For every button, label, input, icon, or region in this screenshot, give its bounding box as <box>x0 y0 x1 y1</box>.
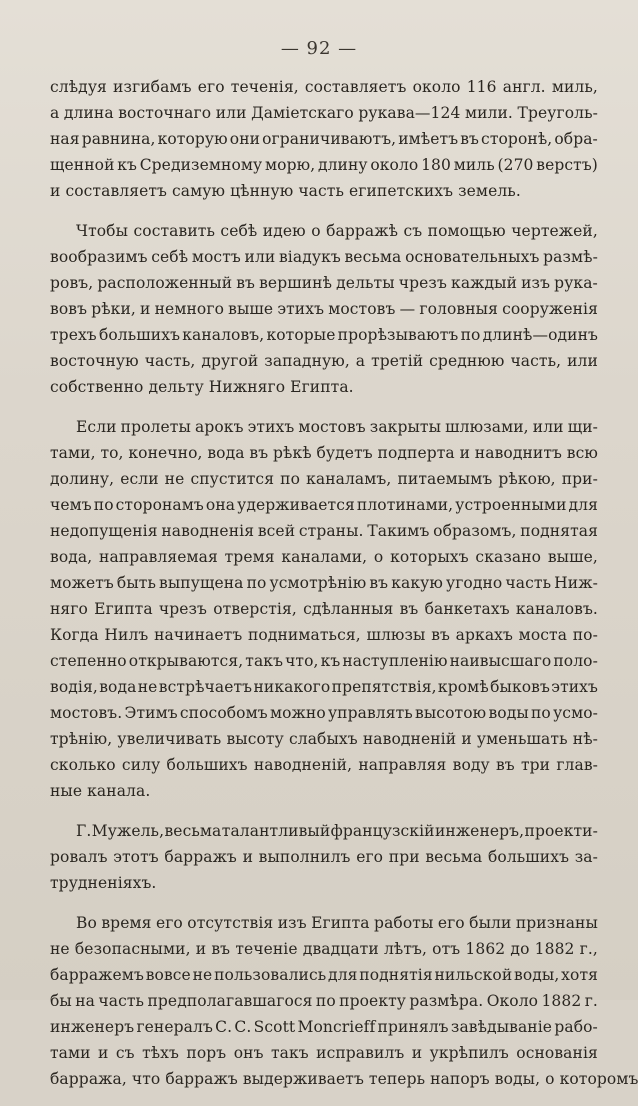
text-line: Г. Мужель, весьма талантливый французскій инженеръ, проекти- <box>76 822 598 840</box>
text-line: щенной къ Средиземному морю, длину около 180 миль (270 верстъ) <box>50 156 598 174</box>
text-line: трѣнію, увеличивать высоту слабыхъ наводненій и уменьшать нѣ- <box>50 730 598 748</box>
text-line: и составляетъ самую цѣнную часть египетскихъ земель. <box>50 182 521 200</box>
text-line: Во время его отсутствія изъ Египта работы его были признаны <box>76 914 598 932</box>
text-line: ровъ, расположенный въ вершинѣ дельты чрезъ каждый изъ рука- <box>50 274 598 292</box>
text-line: Чтобы составить себѣ идею о барражѣ съ помощью чертежей, <box>76 222 598 240</box>
text-line: собственно дельту Нижняго Египта. <box>50 378 354 396</box>
text-line: барражемъ вовсе не пользовались для поднятія нильской воды, хотя <box>50 966 598 984</box>
paragraph <box>50 910 638 1092</box>
text-line: Если пролеты арокъ этихъ мостовъ закрыты шлюзами, или щи- <box>76 418 598 436</box>
text-line: трехъ большихъ каналовъ, которые прорѣзываютъ по длинѣ—одинъ <box>50 326 598 344</box>
body-text <box>50 74 638 1106</box>
text-line: тами, то, конечно, вода въ рѣкѣ будетъ подперта и наводнитъ всю <box>50 444 598 462</box>
paragraph <box>50 218 598 400</box>
text-line: недопущенія наводненія всей страны. Такимъ образомъ, поднятая <box>50 522 598 540</box>
text-line: бы на часть предполагавшагося по проекту размѣра. Около 1882 г. <box>50 992 598 1010</box>
text-line: чемъ по сторонамъ она удерживается плотинами, устроенными для <box>50 496 598 514</box>
paragraph <box>50 818 598 896</box>
text-line: не безопасными, и въ теченіе двадцати лѣтъ, отъ 1862 до 1882 г., <box>50 940 598 958</box>
text-line: барража, что барражъ выдерживаетъ теперь напоръ воды, о которомъ <box>50 1070 638 1088</box>
text-line: инженеръ генералъ С. С. Scott Moncrieff принялъ завѣдываніе рабо- <box>50 1018 598 1036</box>
text-line: восточную часть, другой западную, а третій среднюю часть, или <box>50 352 598 370</box>
text-line: ные канала. <box>50 782 151 800</box>
paragraph <box>50 74 598 204</box>
text-line: долину, если не спустится по каналамъ, питаемымъ рѣкою, при- <box>50 470 598 488</box>
text-line: тами и съ тѣхъ поръ онъ такъ исправилъ и укрѣпилъ основанія <box>50 1044 598 1062</box>
text-line: мостовъ. Этимъ способомъ можно управлять высотою воды по усмо- <box>50 704 598 722</box>
text-line: степенно открываются, такъ что, къ наступленію наивысшаго поло- <box>50 652 598 670</box>
text-line: можетъ быть выпущена по усмотрѣнію въ какую угодно часть Ниж- <box>50 574 598 592</box>
text-line: ная равнина, которую они ограничиваютъ, имѣетъ въ сторонѣ, обра- <box>50 130 598 148</box>
text-line: ровалъ этотъ барражъ и выполнилъ его при весьма большихъ за- <box>50 848 598 866</box>
text-line: а длина восточнаго или Даміетскаго рукава—124 мили. Треуголь- <box>50 104 598 122</box>
text-line: Когда Нилъ начинаетъ подниматься, шлюзы въ аркахъ моста по- <box>50 626 598 644</box>
text-line: вода, направляемая тремя каналами, о которыхъ сказано выше, <box>50 548 598 566</box>
text-line: сколько силу большихъ наводненій, направляя воду въ три глав- <box>50 756 598 774</box>
text-line: вообразимъ себѣ мостъ или віадукъ весьма основательныхъ размѣ- <box>50 248 598 266</box>
text-line: водія, вода не встрѣчаетъ никакого препятствія, кромѣ быковъ этихъ <box>50 678 598 696</box>
text-line: трудненіяхъ. <box>50 874 157 892</box>
text-line: слѣдуя изгибамъ его теченія, составляетъ около 116 англ. миль, <box>50 78 598 96</box>
text-line: няго Египта чрезъ отверстія, сдѣланныя въ банкетахъ каналовъ. <box>50 600 598 618</box>
page-number: — 92 — <box>280 38 358 59</box>
paragraph <box>50 414 598 804</box>
text-line: вовъ рѣки, и немного выше этихъ мостовъ — головныя сооруженія <box>50 300 598 318</box>
